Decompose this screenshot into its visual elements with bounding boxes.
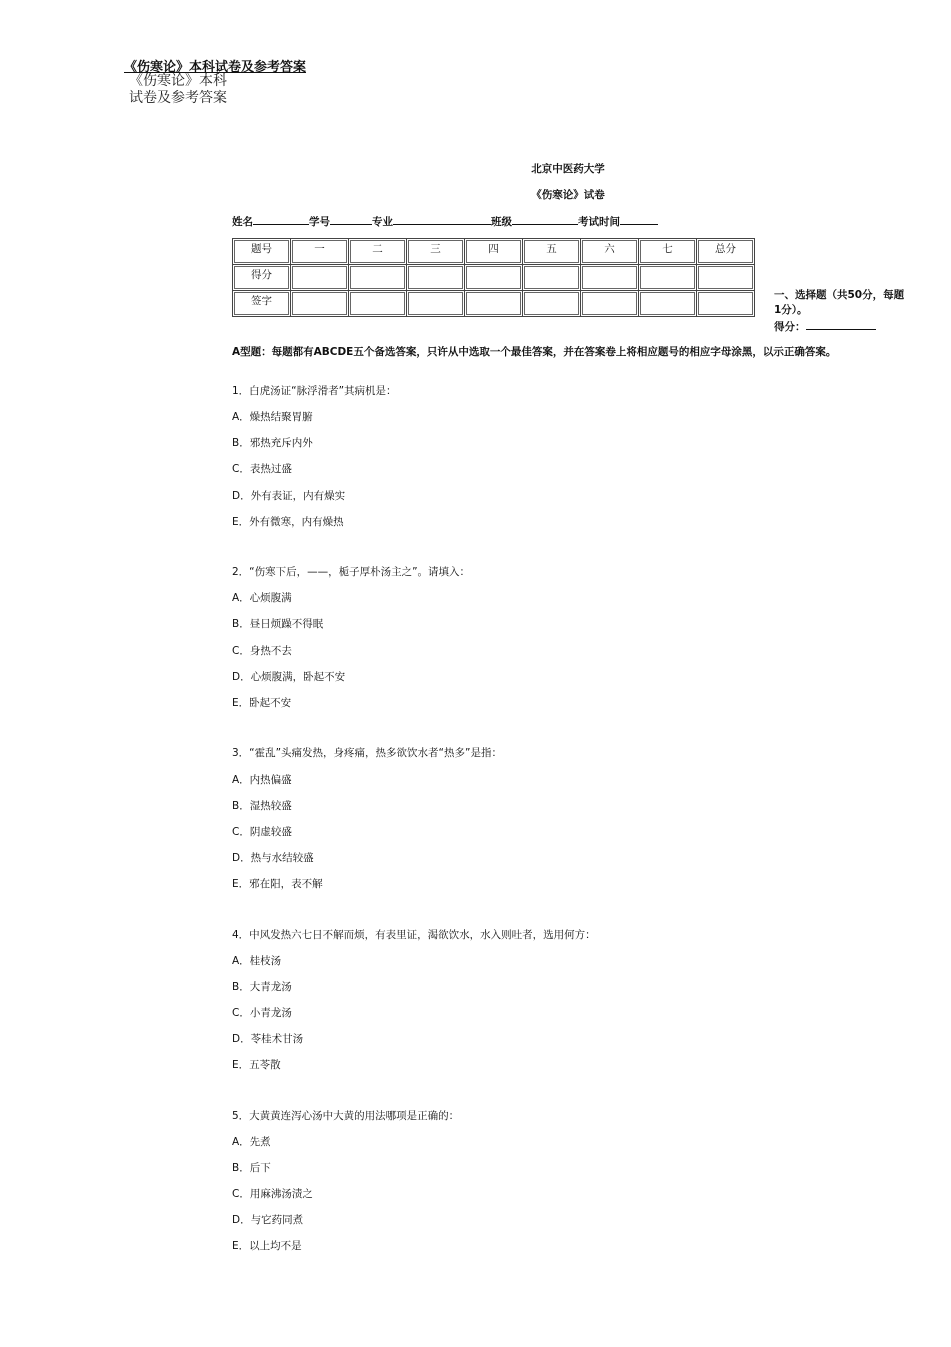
option-b[interactable]: B．大青龙汤 (232, 981, 292, 993)
question-stem: 5．大黄黄连泻心汤中大黄的用法哪项是正确的： (232, 1110, 460, 1122)
exam-time-blank[interactable] (620, 213, 658, 225)
table-cell[interactable] (407, 265, 465, 291)
table-cell: 签字 (233, 291, 291, 317)
class-label: 班级 (491, 216, 512, 228)
section-heading-block (774, 288, 910, 335)
table-cell: 二 (349, 239, 407, 265)
table-cell[interactable] (697, 265, 755, 291)
option-d[interactable]: D．苓桂术甘汤 (232, 1033, 304, 1045)
table-cell: 题号 (233, 239, 291, 265)
option-a[interactable]: A．心烦腹满 (232, 592, 292, 604)
question-stem: 1．白虎汤证“脉浮滑者”其病机是： (232, 385, 397, 397)
option-d[interactable]: D．心烦腹满，卧起不安 (232, 671, 346, 683)
table-cell[interactable] (639, 265, 697, 291)
section-score-label: 得分： (774, 321, 806, 333)
table-cell: 三 (407, 239, 465, 265)
name-blank[interactable] (253, 213, 309, 225)
option-e[interactable]: E．以上均不是 (232, 1240, 302, 1252)
option-d[interactable]: D．热与水结较盛 (232, 852, 314, 864)
option-a[interactable]: A．先煮 (232, 1136, 271, 1148)
class-blank[interactable] (512, 213, 578, 225)
option-c[interactable]: C．身热不去 (232, 645, 292, 657)
name-label: 姓名 (232, 216, 253, 228)
student-info-line (232, 213, 658, 229)
option-d[interactable]: D．与它药同煮 (232, 1214, 304, 1226)
student-id-label: 学号 (309, 216, 330, 228)
table-cell: 得分 (233, 265, 291, 291)
table-cell[interactable] (581, 265, 639, 291)
section-score-blank[interactable] (806, 318, 876, 330)
option-e[interactable]: E．五苓散 (232, 1059, 281, 1071)
option-c[interactable]: C．阴虚较盛 (232, 826, 292, 838)
option-e[interactable]: E．卧起不安 (232, 697, 292, 709)
table-cell: 六 (581, 239, 639, 265)
table-cell[interactable] (465, 291, 523, 317)
student-id-blank[interactable] (330, 213, 372, 225)
option-a[interactable]: A．桂枝汤 (232, 955, 282, 967)
option-b[interactable]: B．邪热充斥内外 (232, 437, 313, 449)
option-c[interactable]: C．表热过盛 (232, 463, 292, 475)
question-stem: 3．“霍乱”头痛发热，身疼痛，热多欲饮水者“热多”是指： (232, 747, 502, 759)
score-table (232, 238, 755, 317)
option-c[interactable]: C．小青龙汤 (232, 1007, 292, 1019)
table-cell[interactable] (349, 265, 407, 291)
table-cell[interactable] (581, 291, 639, 317)
section-heading: 一、选择题（共50分，每题1分）。 (774, 289, 905, 316)
option-e[interactable]: E．邪在阳，表不解 (232, 878, 323, 890)
major-blank[interactable] (393, 213, 491, 225)
option-b[interactable]: B．昼日烦躁不得眠 (232, 618, 324, 630)
document-title: 《伤寒论》本科试卷及参考答案 (124, 60, 307, 75)
option-e[interactable]: E．外有微寒，内有燥热 (232, 516, 344, 528)
table-cell[interactable] (523, 291, 581, 317)
table-cell[interactable] (523, 265, 581, 291)
score-table-header-row (233, 239, 755, 265)
table-cell: 七 (639, 239, 697, 265)
section-score (774, 318, 910, 335)
table-cell: 一 (291, 239, 349, 265)
university-name: 北京中医药大学 (531, 163, 605, 175)
table-cell[interactable] (465, 265, 523, 291)
table-cell: 总分 (697, 239, 755, 265)
question-stem: 2．“伤寒下后，——，栀子厚朴汤主之”。请填入： (232, 566, 471, 578)
option-a[interactable]: A．燥热结聚胃腑 (232, 411, 313, 423)
table-cell[interactable] (407, 291, 465, 317)
table-cell[interactable] (291, 265, 349, 291)
option-c[interactable]: C．用麻沸汤渍之 (232, 1188, 313, 1200)
exam-time-label: 考试时间 (578, 216, 620, 228)
table-cell[interactable] (639, 291, 697, 317)
major-label: 专业 (372, 216, 393, 228)
document-subtitle: 《伤寒论》本科试卷及参考答案 (129, 73, 227, 106)
table-cell[interactable] (291, 291, 349, 317)
score-table-row (233, 265, 755, 291)
option-b[interactable]: B．湿热较盛 (232, 800, 292, 812)
table-cell[interactable] (349, 291, 407, 317)
instruction-text: A型题：每题都有ABCDE五个备选答案，只许从中选取一个最佳答案，并在答案卷上将相应题号的相应字母涂黑，以示正确答案。 (232, 346, 837, 358)
option-d[interactable]: D．外有表证，内有燥实 (232, 490, 346, 502)
option-a[interactable]: A．内热偏盛 (232, 774, 292, 786)
exam-title: 《伤寒论》试卷 (531, 189, 605, 201)
score-table-row (233, 291, 755, 317)
table-cell[interactable] (697, 291, 755, 317)
question-stem: 4．中风发热六七日不解而烦，有表里证，渴欲饮水，水入则吐者，选用何方： (232, 929, 596, 941)
option-b[interactable]: B．后下 (232, 1162, 271, 1174)
table-cell: 四 (465, 239, 523, 265)
table-cell: 五 (523, 239, 581, 265)
